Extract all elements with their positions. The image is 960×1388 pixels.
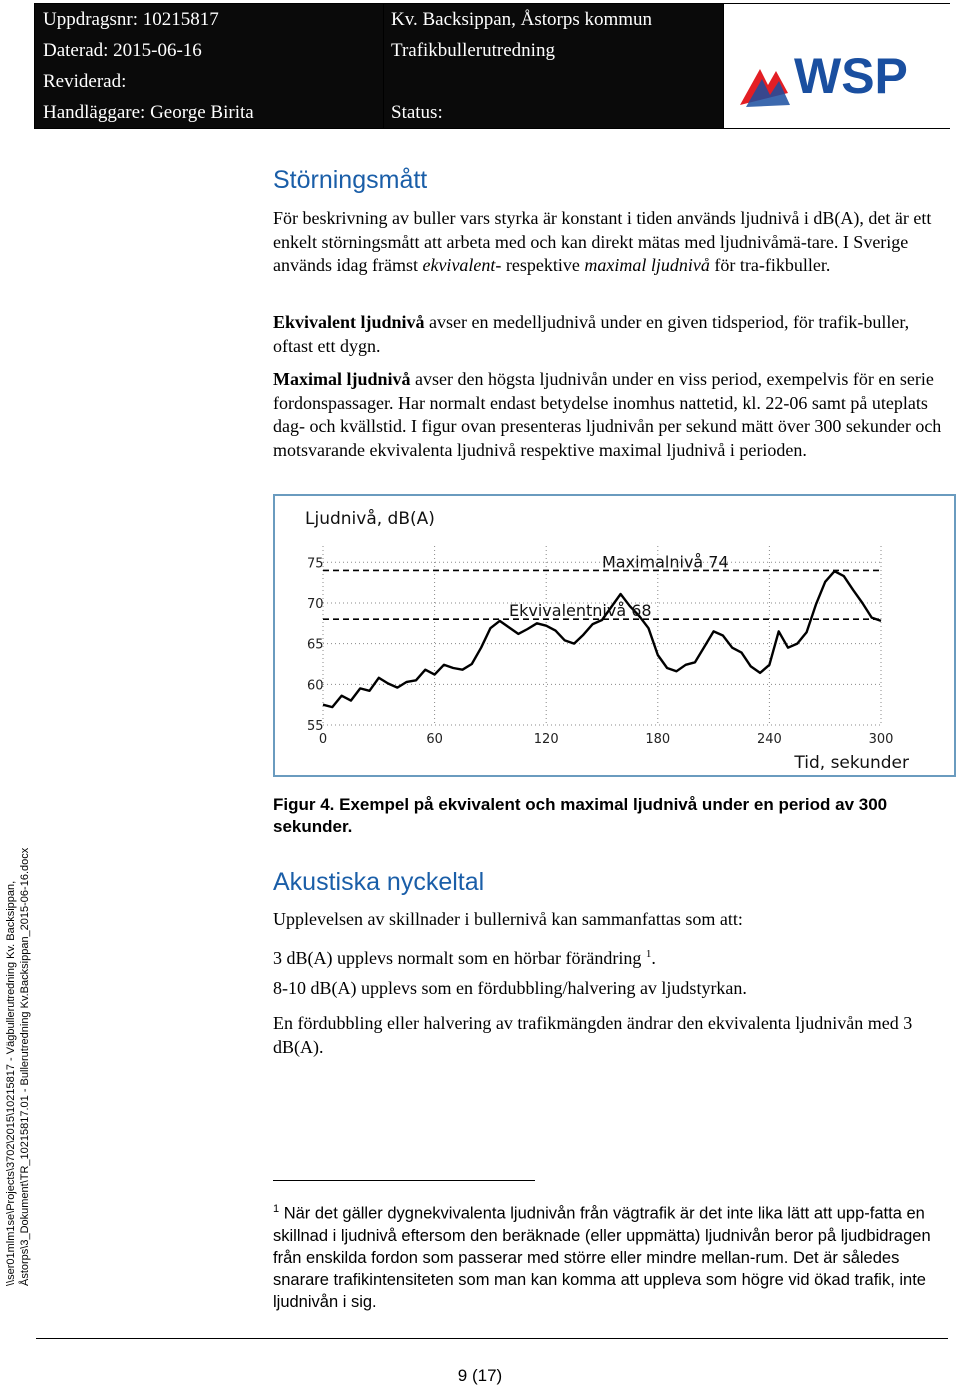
header-blank (383, 66, 723, 97)
file-path-line1: \\ser01mlm1se\Projects\3702\2015\10215817 - Vägbullerutredning Kv. Backsippan, (5, 880, 17, 1286)
paragraph-8-10dba: 8-10 dB(A) upplevs som en fördubbling/halvering av ljudstyrkan. (273, 978, 747, 998)
footnote: $^1$ När det gäller dygnekvivalenta ljudnivån från vägtrafik är det inte lika lätt att upp-fatta en skillnad i ljudnivå eftersom den beräknade (eller uppmätta) ljudnivån beror på ljudbidragen från enskilda fordon som passerar med större eller mindre mellan-rum. Det är således snarare trafikintensiteten som man kan komma att uppleva som högre vid ökad trafik, inte ljudnivån i sig. (273, 1203, 931, 1311)
chart-svg (275, 496, 954, 775)
footnote-separator (273, 1180, 535, 1181)
paragraph-maximal: Maximal ljudnivå avser den högsta ljudnivån under en viss period, exempelvis för en serie fordonspassager. Har normalt endast betydelse inomhus nattetid, kl. 22-06 samt på uteplats dag- och kvällstid. I figur ovan presenteras ljudnivån per sekund mätt över 300 sekunder och motsvarande ekvivalenta ljudnivå respektive maximal ljudnivå i perioden. (273, 369, 942, 460)
section-heading-akustiska: Akustiska nyckeltal (273, 868, 485, 896)
paragraph-3dba: 3 dB(A) upplevs normalt som en hörbar förändring $^1$. (273, 948, 656, 968)
y-axis-label: Ljudnivå, dB(A) (305, 509, 435, 529)
paragraph-upplevelsen: Upplevelsen av skillnader i bullernivå kan sammanfattas som att: (273, 909, 743, 929)
header-empty-cell (723, 4, 950, 35)
footnote-number: 1 (273, 1203, 280, 1215)
x-tick-label-180: 180 (645, 732, 671, 747)
revised-field: Reviderad: (35, 66, 383, 97)
y-tick-label-60: 60 (307, 678, 324, 694)
status-field: Status: (383, 97, 723, 128)
date-field: Daterad: 2015-06-16 (35, 35, 383, 66)
footer-rule (36, 1338, 948, 1339)
file-path-sidebar (0, 848, 42, 1288)
handler-field: Handläggare: George Birita (35, 97, 383, 128)
x-tick-label-0: 0 (318, 732, 328, 747)
document-header (34, 3, 950, 129)
section-heading-storningsmatt: Störningsmått (273, 166, 428, 194)
x-tick-label-300: 300 (868, 732, 894, 747)
sound-level-series-line (323, 571, 881, 707)
x-axis-label: Tid, sekunder (794, 753, 909, 773)
y-tick-label-75: 75 (307, 556, 324, 572)
y-tick-label-55: 55 (307, 719, 324, 734)
equivalent-level-label: Ekvivalentnivå 68 (509, 601, 652, 621)
logo-text: WSP (794, 48, 908, 104)
paragraph-ekvivalent: Ekvivalent ljudnivå avser en medelljudnivå under en given tidsperiod, för trafik-buller, oftast ett dygn. (273, 312, 910, 356)
paragraph-intro: För beskrivning av buller vars styrka är konstant i tiden används ljudnivå i dB(A), det är ett enkelt störningsmått att arbeta med och kan direkt mätas med ljudnivåmä-tare. I Sverige används idag främst ekvivalent- respektive maximal ljudnivå för tra-fikbuller. (273, 208, 932, 275)
project-name: Kv. Backsippan, Åstorps kommun (383, 4, 723, 35)
assignment-number: Uppdragsnr: 10215817 (35, 4, 383, 35)
y-tick-label-70: 70 (307, 596, 324, 612)
footnote-ref[interactable]: 1 (645, 948, 652, 960)
x-tick-label-60: 60 (426, 732, 443, 747)
figure-caption: Figur 4. Exempel på ekvivalent och maximal ljudnivå under en period av 300 sekunder. (273, 795, 888, 836)
sound-level-chart (273, 494, 956, 777)
max-level-label: Maximalnivå 74 (602, 552, 729, 572)
x-tick-label-240: 240 (756, 732, 782, 747)
page-number: 9 (17) (457, 1366, 503, 1385)
report-type: Trafikbullerutredning (383, 35, 723, 66)
file-path-line2: Åstorps\3_Dokument\TR_10215817.01 - Bullerutredning Kv.Backsippan_2015-06-16.docx (19, 848, 31, 1286)
paragraph-fordubbling: En fördubbling eller halvering av trafikmängden ändrar den ekvivalenta ljudnivån med 3 dB(A). (273, 1013, 913, 1057)
wsp-logo (723, 35, 950, 128)
x-tick-label-120: 120 (533, 732, 559, 747)
y-tick-label-65: 65 (307, 637, 324, 653)
